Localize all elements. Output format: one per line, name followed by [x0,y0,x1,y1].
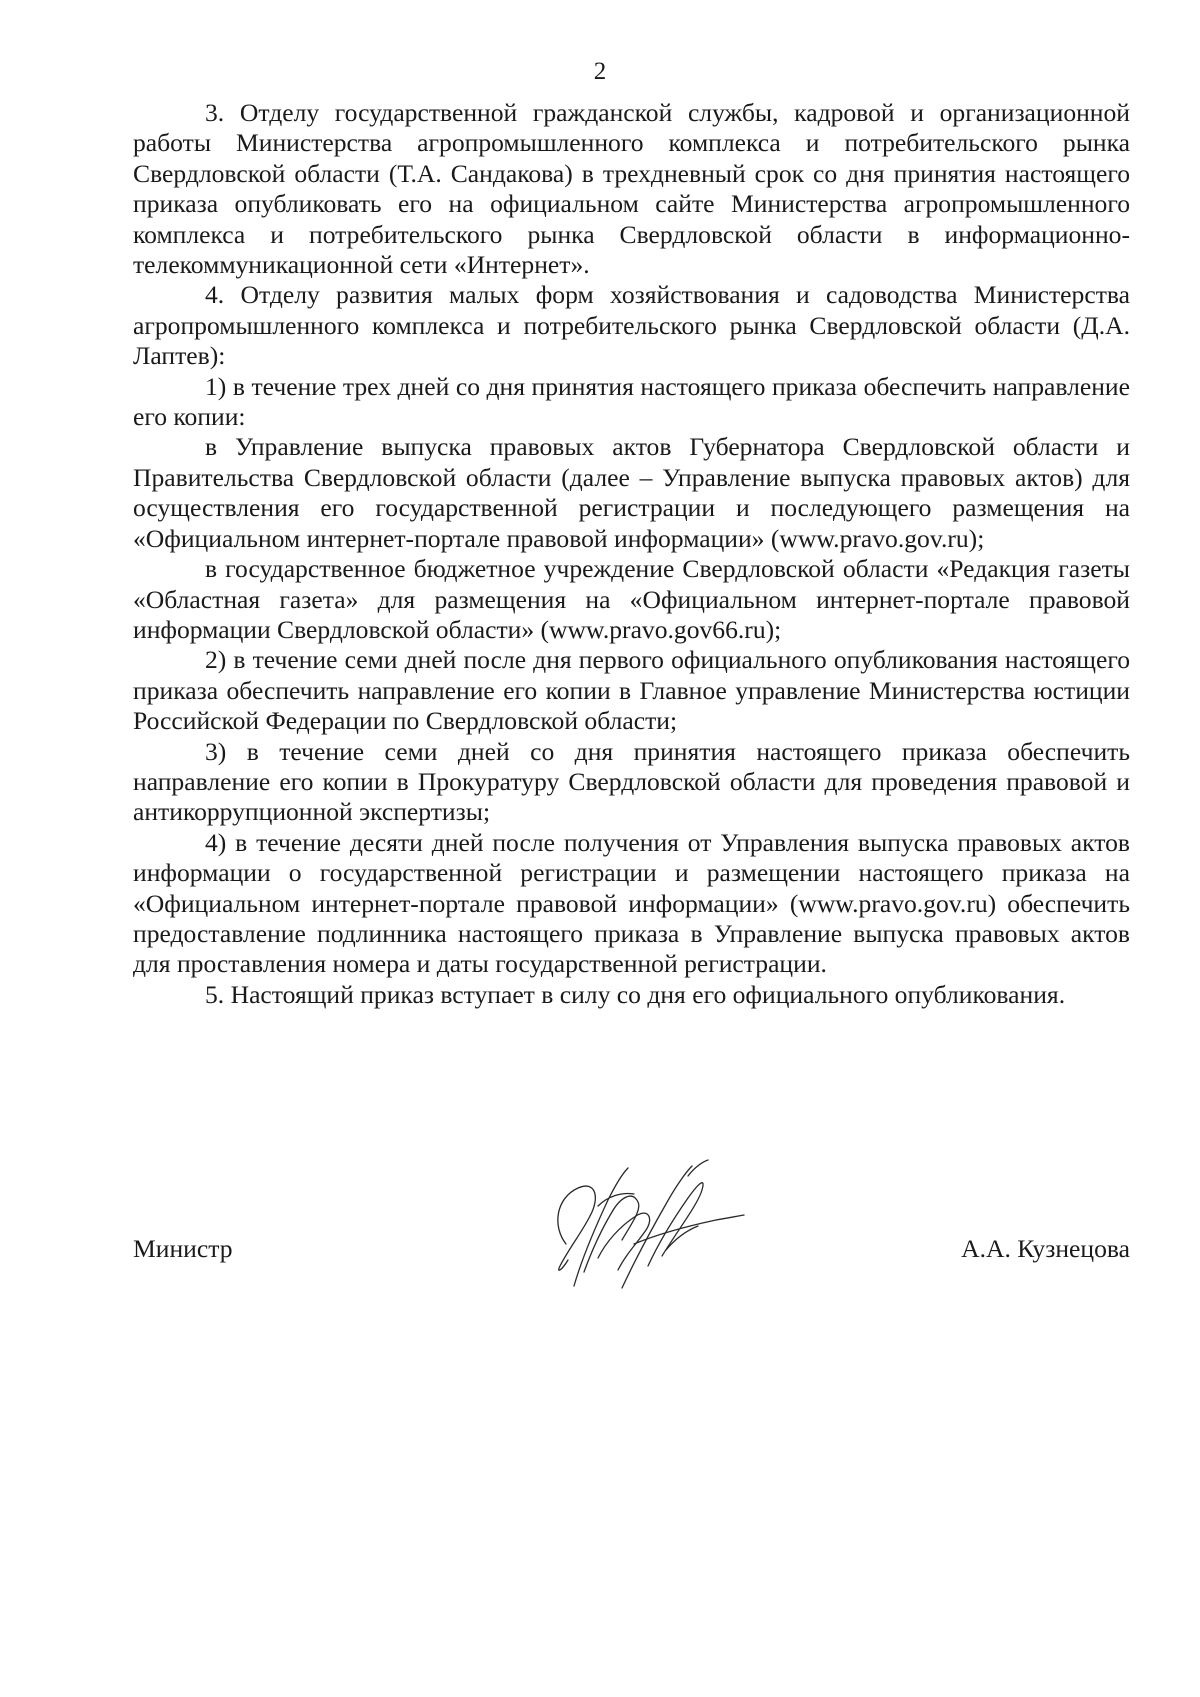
subitem-2: 2) в течение семи дней после дня первого официального опубликования настоящего приказа обеспечить направление его копии в Главное управление Министерства юстиции Российской Федерации по Свердловской области; [133,645,1130,736]
subitem-4: 4) в течение десяти дней после получения от Управления выпуска правовых актов информации о государственной регистрации и размещении настоящего приказа на «Официальном интернет-портале правовой информации» (www.pravo.gov.ru) обеспечить предоставление подлинника настоящего приказа в Управление выпуска правовых актов для проставления номера и даты государственной регистрации. [133,827,1130,979]
page-number: 2 [593,58,607,85]
recipient-governor-office: в Управление выпуска правовых актов Губернатора Свердловской области и Правительства Свердловской области (далее – Управление выпуска правовых актов) для осуществления его государственной регистрации и последующего размещения на «Официальном интернет-портале правовой информации» (www.pravo.gov.ru); [133,432,1130,553]
document-body [133,98,1130,1010]
recipient-oblastnaya-gazeta: в государственное бюджетное учреждение Свердловской области «Редакция газеты «Областная газета» для размещения на «Официальном интернет-портале правовой информации Свердловской области» (www.pravo.gov66.ru); [133,554,1130,644]
paragraph-item-4: 4. Отделу развития малых форм хозяйствования и садоводства Министерства агропромышленного комплекса и потребительского рынка Свердловской области (Д.А. Лаптев): [133,280,1130,371]
signatory-name: А.А. Кузнецова [961,1234,1130,1263]
subitem-3: 3) в течение семи дней со дня принятия настоящего приказа обеспечить направление его копии в Прокуратуру Свердловской области для проведения правовой и антикоррупционной экспертизы; [133,736,1130,827]
subitem-1: 1) в течение трех дней со дня принятия настоящего приказа обеспечить направление его копии: [133,371,1130,432]
handwritten-signature [538,1146,748,1296]
signature-block [133,1146,1130,1346]
paragraph-item-3: 3. Отделу государственной гражданской службы, кадровой и организационной работы Министерства агропромышленного комплекса и потребительского рынка Свердловской области (Т.А. Сандакова) в трехдневный срок со дня принятия настоящего приказа опубликовать его на официальном сайте Министерства агропромышленного комплекса и потребительского рынка Свердловской области в информационно-телекоммуникационной сети «Интернет». [133,98,1130,280]
signatory-title: Министр [133,1234,233,1263]
paragraph-item-5: 5. Настоящий приказ вступает в силу со дня его официального опубликования. [205,979,1066,1009]
